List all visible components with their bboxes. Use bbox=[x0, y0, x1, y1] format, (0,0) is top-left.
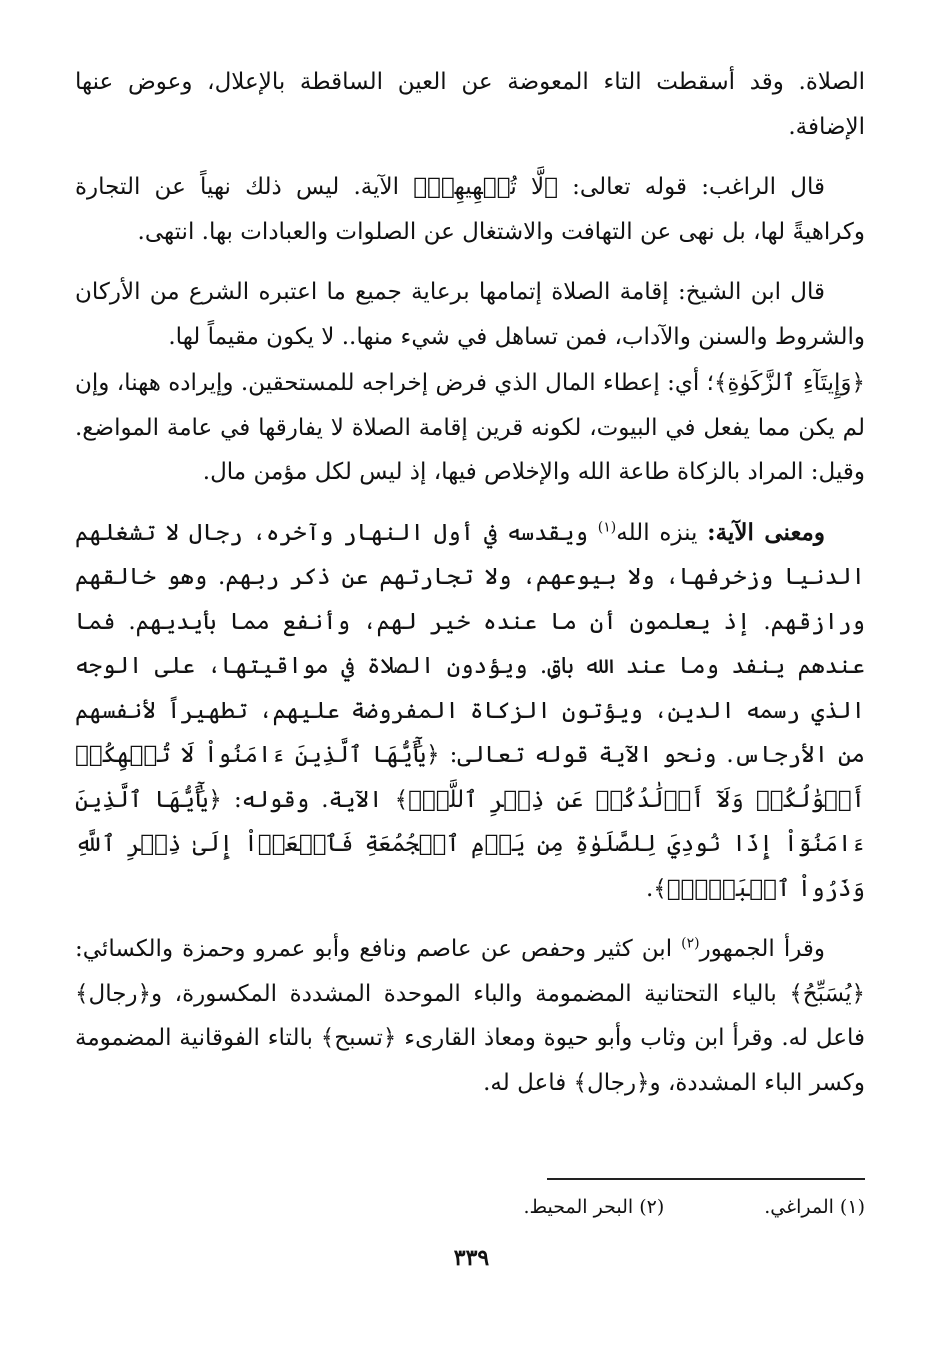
verse-meaning-heading: ومعنى الآية: bbox=[707, 518, 825, 546]
footnote-separator bbox=[547, 1178, 865, 1180]
paragraph-readings bbox=[75, 927, 865, 1105]
paragraph-salat-continuation: الصلاة. وقد أسقطت التاء المعوضة عن العين الساقطة بالإعلال، وعوض عنها الإضافة. bbox=[75, 69, 865, 140]
readings-text-rest: ابن كثير وحفص عن عاصم ونافع وأبو عمرو وحمزة والكسائي: ﴿يُسَبِّحُ﴾ بالياء التحتانية المضمومة والباء الموحدة المشددة المكسورة، و﴿رجال﴾ فاعل له. وقرأ ابن وثاب وأبو حيوة ومعاذ القارىء ﴿تسبح﴾ بالتاء الفوقانية المضمومة وكسر الباء المشددة، و﴿رجال﴾ فاعل له. bbox=[75, 936, 865, 1096]
footnote-1: (١) المراغي. bbox=[764, 1196, 865, 1218]
page-body bbox=[75, 60, 865, 1105]
paragraph-zakat-explanation: ﴿وَإِيتَآءِ ٱلزَّكَوٰةِ﴾؛ أي: إعطاء المال الذي فرض إخراجه للمستحقين. وإيراده ههنا، وإن لم يكن مما يفعل في البيوت، لكونه قرين إقامة الصلاة لا يفارقها في عامة المواضع. وقيل: المراد بالزكاة طاعة الله والإخلاص فيها، إذ ليس لكل مؤمن مال. bbox=[75, 370, 865, 485]
footnote-marker-1[interactable]: (١) bbox=[597, 518, 617, 535]
footnote-2: (٢) البحر المحيط. bbox=[523, 1196, 665, 1218]
verse-meaning-text-start: ينزه الله bbox=[616, 519, 708, 546]
paragraph-ibn-alshaykh-quote: قال ابن الشيخ: إقامة الصلاة إتمامها برعاية جميع ما اعتبره الشرع من الأركان والشروط والسنن والآداب، فمن تساهل في شيء منها.. لا يكون مقيماً لها. bbox=[75, 279, 865, 350]
page-number: ٣٣٩ bbox=[453, 1245, 490, 1271]
paragraph-verse-meaning bbox=[75, 511, 865, 912]
footnote-marker-2[interactable]: (٢) bbox=[681, 935, 700, 952]
verse-meaning-text-rest: ويقدسه في أول النهار وآخره، رجال لا تشغلهم الدنيا وزخرفها، ولا بيوعهم، ولا تجارتهم عن ذكر ربهم. وهو خالقهم ورازقهم. إذ يعلمون أن ما عنده خير لهم، وأنفع مما بأيديهم. فما عندهم ينفد وما عند الله باقٍ. ويؤدون الصلاة في مواقيتها، على الوجه الذي رسمه الدين، ويؤتون الزكاة المفروضة عليهم، تطهيراً لأنفسهم من الأرجاس. ونحو الآية قوله تعالى: ﴿يَٰٓأَيُّهَا ٱلَّذِينَ ءَامَنُواْ لَا تُلۡهِكُمۡ أَمۡوَٰلُكُمۡ وَلَآ أَوۡلَٰدُكُمۡ عَن ذِكۡرِ ٱللَّهِۚ﴾ الآية. وقوله: ﴿يَٰٓأَيُّهَا ٱلَّذِينَ ءَامَنُوٓاْ إِذَا نُودِيَ لِلصَّلَوٰةِ مِن يَوۡمِ ٱلۡجُمُعَةِ فَٱسۡعَوۡاْ إِلَىٰ ذِكۡرِ ٱللَّهِ وَذَرُواْ ٱلۡبَيۡعَۚ﴾. bbox=[75, 519, 865, 902]
readings-text-start: وقرأ الجمهور bbox=[699, 936, 826, 962]
footnotes bbox=[265, 1192, 865, 1222]
paragraph-raghib-quote: قال الراغب: قوله تعالى: ﴿لَّا تُلۡهِيهِمۡ﴾ الآية. ليس ذلك نهياً عن التجارة وكراهيةً لها، بل نهى عن التهافت والاشتغال عن الصلوات والعبادات بها. انتهى. bbox=[75, 174, 865, 245]
